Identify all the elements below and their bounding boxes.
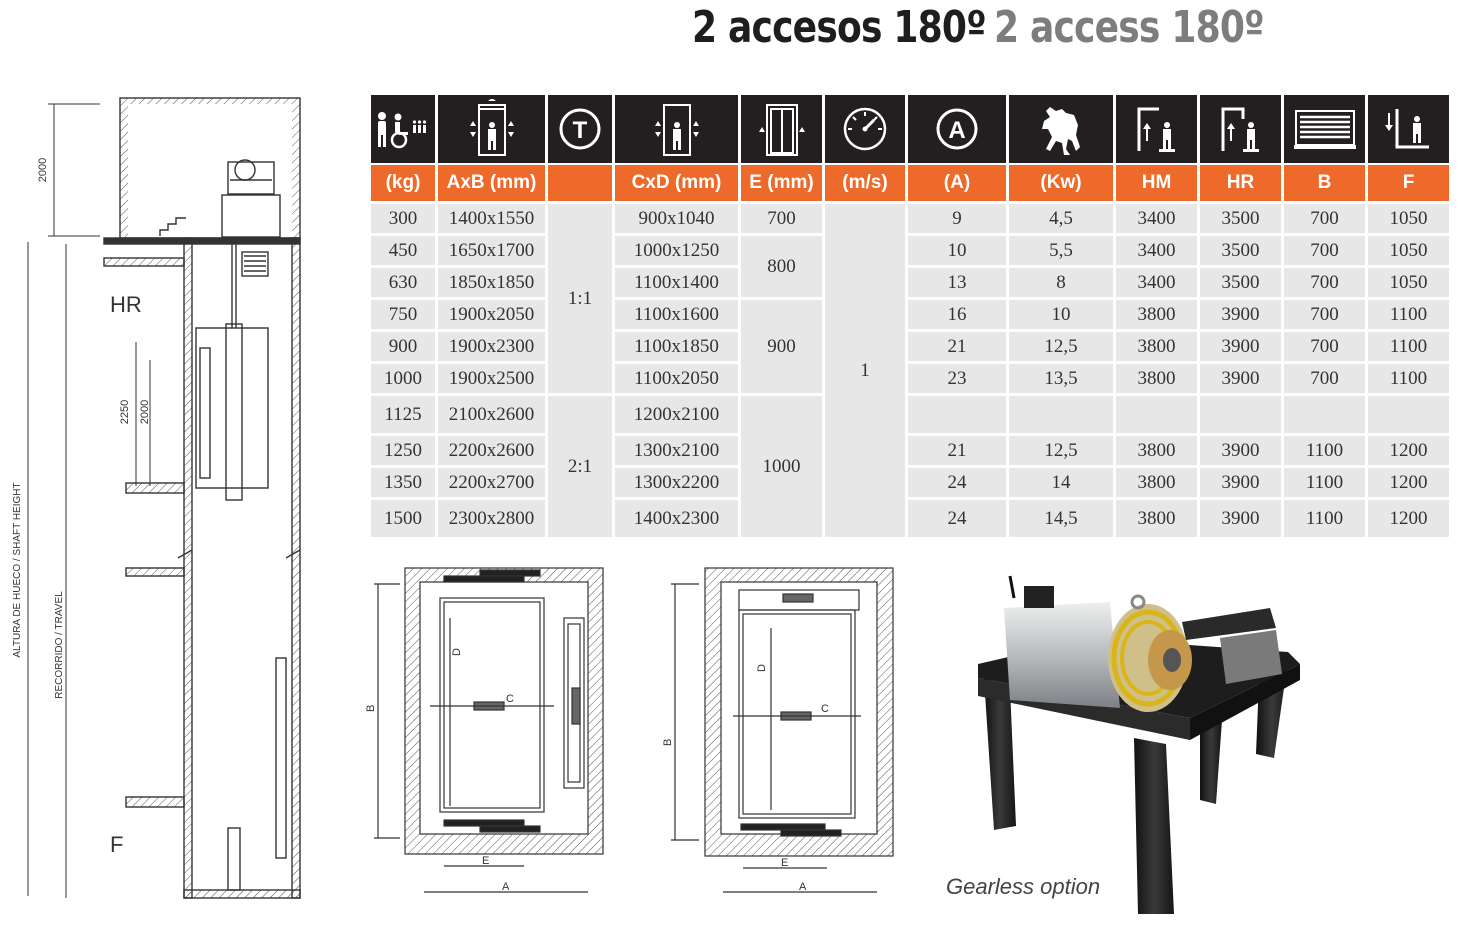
cell-hm: 3800 — [1116, 436, 1197, 468]
icon-header-row — [371, 95, 1449, 165]
door-dim-outer-label: 2250 — [119, 399, 131, 425]
cell-ampere: 24 — [908, 468, 1006, 500]
cell-kg: 900 — [371, 332, 435, 364]
car-size-icon — [438, 95, 545, 165]
unit-f: F — [1368, 165, 1449, 204]
cell-axb: 1900x2300 — [438, 332, 545, 364]
cell-e: 1000 — [741, 396, 822, 540]
table-row — [371, 500, 1449, 540]
ampere-icon — [908, 95, 1006, 165]
unit-ratio — [548, 165, 612, 204]
cell-cxd: 1200x2100 — [615, 396, 738, 436]
cell-hr — [1200, 396, 1281, 436]
cell-kw: 14,5 — [1009, 500, 1113, 540]
cell-ampere: 23 — [908, 364, 1006, 396]
cell-cxd: 1300x2200 — [615, 468, 738, 500]
cell-cxd: 1100x2050 — [615, 364, 738, 396]
cell-f: 1100 — [1368, 364, 1449, 396]
cell-ampere: 24 — [908, 500, 1006, 540]
svg-text:A: A — [948, 117, 966, 144]
table-row — [371, 436, 1449, 468]
cell-axb: 1650x1700 — [438, 236, 545, 268]
table-row — [371, 396, 1449, 436]
cell-f: 1050 — [1368, 268, 1449, 300]
cell-kg: 750 — [371, 300, 435, 332]
cell-kg: 1000 — [371, 364, 435, 396]
headroom-icon — [1200, 95, 1281, 165]
cell-b: 700 — [1284, 204, 1365, 236]
cell-axb: 2200x2600 — [438, 436, 545, 468]
cell-ampere: 21 — [908, 332, 1006, 364]
unit-kw: (Kw) — [1009, 165, 1113, 204]
cell-ampere: 10 — [908, 236, 1006, 268]
cell-cxd: 1100x1600 — [615, 300, 738, 332]
machine-base-icon — [1284, 95, 1365, 165]
cell-kg: 630 — [371, 268, 435, 300]
cell-ratio: 1:1 — [548, 204, 612, 396]
cell-hr: 3500 — [1200, 204, 1281, 236]
cell-ampere: 16 — [908, 300, 1006, 332]
unit-b: B — [1284, 165, 1365, 204]
cell-kw: 12,5 — [1009, 332, 1113, 364]
load-persons-icon — [371, 95, 435, 165]
cell-hm: 3800 — [1116, 500, 1197, 540]
table-row — [371, 468, 1449, 500]
cell-f: 1200 — [1368, 500, 1449, 540]
svg-text:T: T — [572, 117, 588, 144]
table-row — [371, 364, 1449, 396]
gearless-machine-image — [970, 568, 1310, 918]
spec-table — [368, 95, 1452, 540]
cell-kg: 300 — [371, 204, 435, 236]
cell-kw: 5,5 — [1009, 236, 1113, 268]
cell-hr: 3900 — [1200, 468, 1281, 500]
cell-cxd: 1400x2300 — [615, 500, 738, 540]
cell-axb: 2100x2600 — [438, 396, 545, 436]
hr-label: HR — [110, 292, 142, 317]
cell-kw: 10 — [1009, 300, 1113, 332]
cell-b: 700 — [1284, 332, 1365, 364]
cell-kw: 8 — [1009, 268, 1113, 300]
unit-hr: HR — [1200, 165, 1281, 204]
cell-hr: 3900 — [1200, 300, 1281, 332]
cell-hm: 3800 — [1116, 468, 1197, 500]
car-door-icon — [615, 95, 738, 165]
cell-kw — [1009, 396, 1113, 436]
unit-cxd: CxD (mm) — [615, 165, 738, 204]
cell-f: 1200 — [1368, 468, 1449, 500]
title-spanish: 2 accesos 180º — [692, 2, 986, 53]
cell-kg: 1250 — [371, 436, 435, 468]
unit-speed: (m/s) — [825, 165, 905, 204]
cell-hm: 3800 — [1116, 332, 1197, 364]
cell-hr: 3900 — [1200, 436, 1281, 468]
unit-hm: HM — [1116, 165, 1197, 204]
cell-kg: 1350 — [371, 468, 435, 500]
unit-e: E (mm) — [741, 165, 822, 204]
cell-kg: 450 — [371, 236, 435, 268]
cell-e: 800 — [741, 236, 822, 300]
plan2-d-label: D — [756, 664, 768, 672]
cell-hr: 3900 — [1200, 500, 1281, 540]
plan1-d-label: D — [451, 648, 463, 656]
cell-kw: 4,5 — [1009, 204, 1113, 236]
cell-hm: 3800 — [1116, 364, 1197, 396]
pit-depth-icon — [1368, 95, 1449, 165]
cell-axb: 2300x2800 — [438, 500, 545, 540]
cell-hr: 3500 — [1200, 236, 1281, 268]
travel-label: RECORRIDO / TRAVEL — [54, 591, 65, 699]
cell-ampere — [908, 396, 1006, 436]
plan2-b-label: B — [662, 738, 674, 746]
shaft-section-drawing — [0, 90, 330, 920]
table-row — [371, 332, 1449, 364]
cell-hr: 3500 — [1200, 268, 1281, 300]
cell-e: 900 — [741, 300, 822, 396]
f-label: F — [110, 832, 124, 857]
plan1-b-label: B — [365, 704, 377, 712]
cell-axb: 2200x2700 — [438, 468, 545, 500]
plan1-c-label: C — [506, 693, 514, 705]
plan-view-rear — [655, 562, 905, 902]
cell-speed: 1 — [825, 204, 905, 540]
cell-cxd: 1300x2100 — [615, 436, 738, 468]
cell-kw: 14 — [1009, 468, 1113, 500]
cell-f: 1100 — [1368, 332, 1449, 364]
cell-f: 1100 — [1368, 300, 1449, 332]
cell-hm: 3400 — [1116, 204, 1197, 236]
cell-ampere: 9 — [908, 204, 1006, 236]
cell-kg: 1500 — [371, 500, 435, 540]
top-dimension-label: 2000 — [37, 157, 49, 183]
cell-ampere: 13 — [908, 268, 1006, 300]
cell-f: 1050 — [1368, 204, 1449, 236]
cell-b: 1100 — [1284, 500, 1365, 540]
cell-cxd: 1100x1400 — [615, 268, 738, 300]
unit-kg: (kg) — [371, 165, 435, 204]
cell-hm — [1116, 396, 1197, 436]
cell-hr: 3900 — [1200, 364, 1281, 396]
speed-gauge-icon — [825, 95, 905, 165]
plan-view-side — [360, 562, 610, 902]
cell-e: 700 — [741, 204, 822, 236]
cell-b — [1284, 396, 1365, 436]
plan2-c-label: C — [821, 703, 829, 715]
table-row — [371, 300, 1449, 332]
cell-hm: 3400 — [1116, 236, 1197, 268]
cell-hm: 3400 — [1116, 268, 1197, 300]
cell-axb: 1900x2500 — [438, 364, 545, 396]
cell-f: 1200 — [1368, 436, 1449, 468]
horse-power-icon — [1009, 95, 1113, 165]
cell-hr: 3900 — [1200, 332, 1281, 364]
traction-ratio-icon — [548, 95, 612, 165]
unit-ampere: (A) — [908, 165, 1006, 204]
headroom-min-icon — [1116, 95, 1197, 165]
plan1-e-label: E — [482, 855, 490, 867]
table-row — [371, 204, 1449, 236]
entrance-door-icon — [741, 95, 822, 165]
cell-b: 700 — [1284, 268, 1365, 300]
unit-header-row — [371, 165, 1449, 204]
cell-b: 700 — [1284, 364, 1365, 396]
plan2-e-label: E — [781, 857, 789, 869]
cell-b: 700 — [1284, 236, 1365, 268]
cell-ratio: 2:1 — [548, 396, 612, 540]
cell-hm: 3800 — [1116, 300, 1197, 332]
cell-b: 1100 — [1284, 468, 1365, 500]
page-title — [692, 2, 1264, 62]
cell-axb: 1900x2050 — [438, 300, 545, 332]
gearless-caption: Gearless option — [946, 874, 1101, 899]
unit-axb: AxB (mm) — [438, 165, 545, 204]
door-dim-inner-label: 2000 — [139, 399, 151, 425]
cell-kw: 13,5 — [1009, 364, 1113, 396]
title-english: 2 access 180º — [993, 2, 1264, 53]
cell-f: 1050 — [1368, 236, 1449, 268]
shaft-height-label: ALTURA DE HUECO / SHAFT HEIGHT — [12, 482, 23, 658]
cell-ampere: 21 — [908, 436, 1006, 468]
plan1-a-label: A — [502, 881, 510, 893]
table-row — [371, 268, 1449, 300]
cell-b: 1100 — [1284, 436, 1365, 468]
cell-b: 700 — [1284, 300, 1365, 332]
plan2-a-label: A — [799, 881, 807, 893]
cell-axb: 1400x1550 — [438, 204, 545, 236]
cell-f — [1368, 396, 1449, 436]
cell-cxd: 900x1040 — [615, 204, 738, 236]
cell-cxd: 1100x1850 — [615, 332, 738, 364]
cell-axb: 1850x1850 — [438, 268, 545, 300]
table-row — [371, 236, 1449, 268]
cell-kw: 12,5 — [1009, 436, 1113, 468]
cell-kg: 1125 — [371, 396, 435, 436]
cell-cxd: 1000x1250 — [615, 236, 738, 268]
